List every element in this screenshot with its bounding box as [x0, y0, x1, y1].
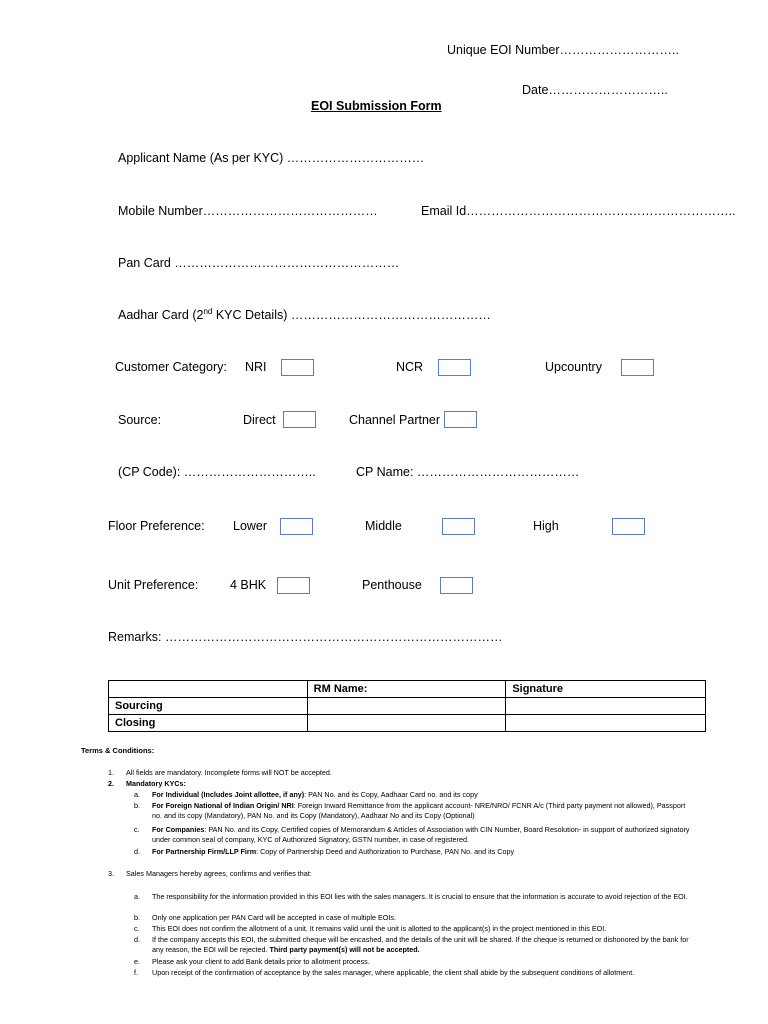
- terms-item-2-text: Mandatory KYCs:: [126, 779, 186, 788]
- nri-option-label: NRI: [245, 360, 267, 374]
- nri-checkbox[interactable]: [281, 359, 314, 376]
- signature-header: Signature: [506, 681, 706, 698]
- kyc-item-c-number: c.: [134, 825, 140, 834]
- high-option-label: High: [533, 519, 559, 533]
- terms-item-3-text: Sales Managers hereby agrees, confirms and verifies that:: [126, 869, 312, 878]
- sm-item-e-text: Please ask your client to add Bank details prior to allotment process.: [152, 957, 370, 966]
- table-row: [109, 715, 706, 732]
- aadhar-label-superscript: nd: [203, 307, 213, 316]
- sm-item-f-text: Upon receipt of the confirmation of acceptance by the sales manager, where applicable, the client shall abide by the subsequent conditions of allotment.: [152, 968, 635, 977]
- kyc-item-a-text: : PAN No. and its Copy, Aadhaar Card no. and its copy: [304, 790, 478, 799]
- terms-item-1: [108, 768, 668, 778]
- kyc-item-a-bold: For Individual (Includes Joint allottee, if any): [152, 790, 305, 799]
- cp-name-field[interactable]: CP Name: …………………………………: [356, 465, 580, 479]
- source-label: Source:: [118, 413, 162, 427]
- sourcing-row-label: Sourcing: [109, 698, 308, 715]
- terms-item-1-text: All fields are mandatory. Incomplete forms will NOT be accepted.: [126, 768, 332, 777]
- mobile-number-field[interactable]: Mobile Number……………………………………: [118, 204, 378, 218]
- penthouse-option-label: Penthouse: [362, 578, 422, 592]
- kyc-item-d-bold: For Partnership Firm/LLP Firm: [152, 847, 257, 856]
- sm-item-c-number: c.: [134, 924, 140, 933]
- kyc-item-b-number: b.: [134, 801, 140, 810]
- remarks-field[interactable]: Remarks: ………………………………………………………………………: [108, 630, 503, 644]
- customer-category-label: Customer Category:: [115, 360, 227, 374]
- unit-preference-label: Unit Preference:: [108, 578, 199, 592]
- terms-item-1-number: 1.: [108, 768, 114, 777]
- kyc-item-a-number: a.: [134, 790, 140, 799]
- signature-table: [108, 680, 706, 732]
- rm-name-header: RM Name:: [307, 681, 506, 698]
- sm-item-d: [134, 935, 692, 956]
- sm-item-b-text: Only one application per PAN Card will be accepted in case of multiple EOIs.: [152, 913, 396, 922]
- kyc-item-b: [134, 801, 692, 822]
- kyc-item-c-text: : PAN No. and its Copy, Certified copies of Memorandum & Articles of Association with CIN Number, Board Resolution- in support of authorized signatory under common seal of company, KYC of Authorized Signatory, GSTN number, in case of registered.: [152, 825, 690, 845]
- lower-option-label: Lower: [233, 519, 268, 533]
- sm-item-f-number: f.: [134, 968, 138, 977]
- sm-item-a-text: The responsibility for the information provided in this EOI lies with the sales managers. It is crucial to ensure that the information is accurate to avoid rejection of the EOI.: [152, 892, 688, 901]
- 4bhk-checkbox[interactable]: [277, 577, 310, 594]
- date-label: Date………………………..: [522, 83, 668, 97]
- kyc-item-c: [134, 825, 692, 846]
- closing-rm-name-cell[interactable]: [307, 715, 506, 732]
- sm-item-d-text: If the company accepts this EOI, the submitted cheque will be encashed, and the details of the unit will be shared. If the cheque is returned or dishonored by the bank for any reason, the EOI will be rejected.: [152, 935, 689, 955]
- 4bhk-option-label: 4 BHK: [230, 578, 267, 592]
- closing-row-label: Closing: [109, 715, 308, 732]
- upcountry-option-label: Upcountry: [545, 360, 602, 374]
- aadhar-label-prefix: Aadhar Card (2: [118, 308, 204, 323]
- channel-partner-option-label: Channel Partner: [349, 413, 441, 427]
- middle-checkbox[interactable]: [442, 518, 475, 535]
- email-field[interactable]: Email Id………………………………………………………..: [421, 204, 736, 218]
- kyc-item-d-number: d.: [134, 847, 140, 856]
- sm-item-e-number: e.: [134, 957, 140, 966]
- lower-checkbox[interactable]: [280, 518, 313, 535]
- ncr-checkbox[interactable]: [438, 359, 471, 376]
- kyc-item-d: [134, 847, 692, 857]
- terms-heading: Terms & Conditions:: [81, 746, 155, 755]
- pan-card-field[interactable]: Pan Card ………………………………………………: [118, 256, 400, 270]
- sm-item-b-number: b.: [134, 913, 140, 922]
- sm-item-a: [134, 892, 692, 902]
- sm-item-c-text: This EOI does not confirm the allotment of a unit. It remains valid until the unit is allotted to the applicant(s) in the project mentioned in this EOI.: [152, 924, 607, 933]
- sourcing-rm-name-cell[interactable]: [307, 698, 506, 715]
- table-row: [109, 698, 706, 715]
- kyc-item-a: [134, 790, 692, 800]
- sm-item-e: [134, 957, 692, 967]
- kyc-item-d-text: : Copy of Partnership Deed and Authorization to Purchase, PAN No. and its Copy: [256, 847, 515, 856]
- form-title: EOI Submission Form: [311, 99, 442, 113]
- terms-item-2-number: 2.: [108, 779, 114, 788]
- sm-item-d-number: d.: [134, 935, 140, 944]
- sm-item-b: [134, 913, 692, 923]
- aadhar-card-field[interactable]: [118, 307, 491, 322]
- direct-checkbox[interactable]: [283, 411, 316, 428]
- terms-item-3: [108, 869, 668, 879]
- eoi-number-label: Unique EOI Number………………………..: [447, 43, 679, 57]
- channel-partner-checkbox[interactable]: [444, 411, 477, 428]
- direct-option-label: Direct: [243, 413, 276, 427]
- kyc-item-b-text: : Foreign Inward Remittance from the applicant account- NRE/NRO/ FCNR A/c (Third party payment not allowed), Passport no. and its copy (Mandatory), PAN No. and its Copy (Mandatory), Aadhaar No and its Copy (Optional): [152, 801, 686, 821]
- kyc-item-b-bold: For Foreign National of Indian Origin/ NRI: [152, 801, 294, 810]
- kyc-item-c-bold: For Companies: [152, 825, 205, 834]
- high-checkbox[interactable]: [612, 518, 645, 535]
- sourcing-signature-cell[interactable]: [506, 698, 706, 715]
- aadhar-label-suffix: KYC Details) …………………………………………: [212, 308, 491, 323]
- sm-item-a-number: a.: [134, 892, 140, 901]
- upcountry-checkbox[interactable]: [621, 359, 654, 376]
- cp-code-field[interactable]: (CP Code): …………………………..: [118, 465, 316, 479]
- terms-item-3-number: 3.: [108, 869, 114, 878]
- penthouse-checkbox[interactable]: [440, 577, 473, 594]
- floor-preference-label: Floor Preference:: [108, 519, 205, 533]
- terms-item-2: [108, 779, 668, 789]
- ncr-option-label: NCR: [396, 360, 424, 374]
- middle-option-label: Middle: [365, 519, 402, 533]
- sm-item-f: [134, 968, 692, 978]
- applicant-name-field[interactable]: Applicant Name (As per KYC) ……………………………: [118, 151, 425, 165]
- closing-signature-cell[interactable]: [506, 715, 706, 732]
- table-header-row: [109, 681, 706, 698]
- table-header-cell: [109, 681, 308, 698]
- sm-item-c: [134, 924, 692, 934]
- sm-item-d-bold: Third party payment(s) will not be accepted.: [269, 945, 420, 955]
